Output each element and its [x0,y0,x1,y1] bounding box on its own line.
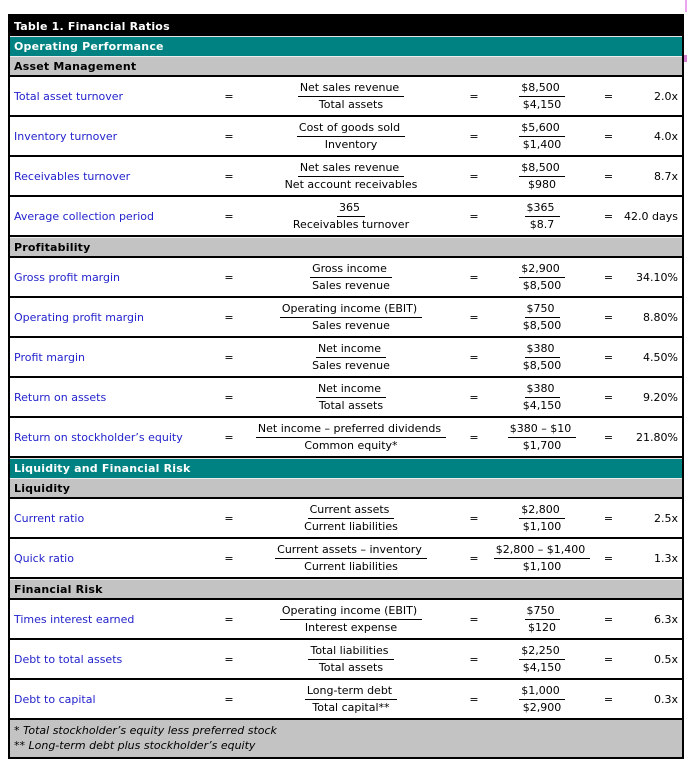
formula-denominator: Common equity* [304,438,398,452]
formula-fraction [243,499,459,537]
formula-fraction [243,298,459,336]
section-band-profitability [10,237,682,258]
equals-sign: = [469,310,479,324]
value-numerator: $2,250 [519,644,565,660]
section-band-label: Asset Management [14,59,137,73]
equals-sign: = [603,430,614,444]
value-denominator: $1,100 [522,519,562,533]
equals-sign: = [224,350,234,364]
value-denominator: $1,400 [522,137,562,151]
ratio-name: Quick ratio [14,551,74,565]
formula-denominator: Sales revenue [312,278,390,292]
equals-sign: = [469,169,479,183]
ratio-name: Debt to total assets [14,652,123,666]
equals-sign: = [469,511,479,525]
section-band-operating-performance [10,36,682,56]
values-fraction [489,157,595,195]
footnote-line-2: ** Long-term debt plus stockholder’s equity [14,739,256,752]
equals-sign: = [603,652,614,666]
table-title-bar [10,16,682,36]
formula-denominator: Sales revenue [312,318,390,332]
ratio-row-times-interest-earned [10,600,682,640]
formula-fraction [243,640,459,678]
value-denominator: $4,150 [522,660,562,674]
equals-sign: = [603,551,614,565]
values-fraction [489,600,595,638]
ratio-row-operating-profit-margin [10,298,682,338]
formula-fraction [243,77,459,115]
value-numerator: $2,900 [519,262,565,278]
result-value: 2.5x [653,511,678,525]
formula-fraction [243,258,459,296]
formula-denominator: Net account receivables [284,177,418,191]
ratio-name: Debt to capital [14,692,96,706]
equals-sign: = [224,612,234,626]
formula-denominator: Sales revenue [312,358,390,372]
formula-denominator: Total assets [318,660,384,674]
ratio-row-gross-profit-margin [10,258,682,298]
section-band-label: Financial Risk [14,582,103,596]
ratio-name: Operating profit margin [14,310,145,324]
ratio-row-return-on-stockholder-s-equity [10,418,682,458]
ratio-name: Return on assets [14,390,107,404]
formula-numerator: Cost of goods sold [297,121,405,137]
formula-denominator: Total assets [318,97,384,111]
value-denominator: $8,500 [522,318,562,332]
equals-sign: = [469,692,479,706]
value-denominator: $980 [528,177,556,191]
equals-sign: = [469,390,479,404]
equals-sign: = [224,390,234,404]
ratio-name: Average collection period [14,209,154,223]
result-value: 42.0 days [624,209,678,223]
formula-numerator: Net income [316,342,386,358]
result-value: 21.80% [636,430,678,444]
equals-sign: = [469,89,479,103]
ratio-row-debt-to-capital [10,680,682,720]
value-numerator: $8,500 [519,81,565,97]
equals-sign: = [603,390,614,404]
formula-fraction [243,157,459,195]
ratio-name: Inventory turnover [14,129,118,143]
value-denominator: $2,900 [522,700,562,714]
result-value: 6.3x [653,612,678,626]
formula-numerator: Long-term debt [305,684,397,700]
formula-fraction [243,418,459,456]
ratio-name: Current ratio [14,511,85,525]
formula-denominator: Receivables turnover [292,217,410,231]
values-fraction [489,640,595,678]
ratio-name: Receivables turnover [14,169,131,183]
formula-denominator: Inventory [324,137,378,151]
formula-denominator: Current liabilities [304,559,398,573]
ratio-name: Profit margin [14,350,85,364]
section-band-liquidity [10,478,682,499]
formula-fraction [243,117,459,155]
value-denominator: $4,150 [522,97,562,111]
values-fraction [489,539,595,577]
equals-sign: = [603,89,614,103]
ratio-row-receivables-turnover [10,157,682,197]
section-band-label: Profitability [14,240,91,254]
value-numerator: $5,600 [519,121,565,137]
values-fraction [489,378,595,416]
values-fraction [489,77,595,115]
table-title: Table 1. Financial Ratios [14,19,170,33]
value-numerator: $8,500 [519,161,565,177]
equals-sign: = [603,129,614,143]
equals-sign: = [224,551,234,565]
equals-sign: = [224,169,234,183]
equals-sign: = [603,270,614,284]
formula-numerator: 365 [337,201,365,217]
formula-numerator: Net sales revenue [298,161,404,177]
values-fraction [489,418,595,456]
formula-fraction [243,378,459,416]
formula-numerator: Net income [316,382,386,398]
table-rows [10,36,682,720]
equals-sign: = [224,209,234,223]
equals-sign: = [224,430,234,444]
ratio-row-quick-ratio [10,539,682,579]
ratio-row-average-collection-period [10,197,682,237]
values-fraction [489,258,595,296]
formula-fraction [243,600,459,638]
equals-sign: = [603,511,614,525]
equals-sign: = [224,692,234,706]
formula-fraction [243,539,459,577]
equals-sign: = [224,89,234,103]
ratio-row-total-asset-turnover [10,77,682,117]
value-denominator: $120 [528,620,556,634]
section-band-label: Liquidity [14,481,71,495]
values-fraction [489,499,595,537]
ratio-name: Gross profit margin [14,270,121,284]
footnotes [10,720,682,757]
value-numerator: $365 [525,201,560,217]
formula-denominator: Interest expense [304,620,398,634]
financial-ratios-table [8,14,684,759]
formula-fraction [243,197,459,235]
formula-numerator: Current assets – inventory [275,543,427,559]
value-denominator: $8.7 [529,217,555,231]
value-numerator: $1,000 [519,684,565,700]
result-value: 4.0x [653,129,678,143]
equals-sign: = [469,652,479,666]
equals-sign: = [603,169,614,183]
section-band-financial-risk [10,579,682,600]
equals-sign: = [603,692,614,706]
values-fraction [489,117,595,155]
equals-sign: = [469,612,479,626]
formula-numerator: Net sales revenue [298,81,404,97]
equals-sign: = [224,270,234,284]
value-numerator: $2,800 – $1,400 [494,543,590,559]
result-value: 0.5x [653,652,678,666]
equals-sign: = [224,310,234,324]
ratio-name: Return on stockholder’s equity [14,430,183,444]
result-value: 8.7x [653,169,678,183]
equals-sign: = [224,652,234,666]
formula-denominator: Total capital** [312,700,390,714]
result-value: 1.3x [653,551,678,565]
equals-sign: = [224,511,234,525]
result-value: 0.3x [653,692,678,706]
ratio-row-current-ratio [10,499,682,539]
value-numerator: $750 [525,604,560,620]
equals-sign: = [603,612,614,626]
formula-fraction [243,338,459,376]
values-fraction [489,197,595,235]
ratio-row-debt-to-total-assets [10,640,682,680]
formula-numerator: Operating income (EBIT) [280,604,422,620]
equals-sign: = [469,430,479,444]
equals-sign: = [603,310,614,324]
values-fraction [489,338,595,376]
result-value: 8.80% [643,310,678,324]
result-value: 4.50% [643,350,678,364]
value-numerator: $380 – $10 [508,422,576,438]
formula-numerator: Net income – preferred dividends [256,422,446,438]
equals-sign: = [603,350,614,364]
value-numerator: $750 [525,302,560,318]
values-fraction [489,298,595,336]
ratio-row-profit-margin [10,338,682,378]
value-numerator: $380 [525,342,560,358]
equals-sign: = [469,270,479,284]
equals-sign: = [224,129,234,143]
ratio-row-inventory-turnover [10,117,682,157]
equals-sign: = [603,209,614,223]
value-numerator: $2,800 [519,503,565,519]
section-band-label: Liquidity and Financial Risk [14,462,191,475]
value-denominator: $1,700 [522,438,562,452]
value-denominator: $4,150 [522,398,562,412]
ratio-name: Times interest earned [14,612,135,626]
formula-numerator: Current assets [308,503,395,519]
formula-fraction [243,680,459,718]
equals-sign: = [469,129,479,143]
formula-denominator: Current liabilities [304,519,398,533]
equals-sign: = [469,209,479,223]
footnote-line-1: * Total stockholder’s equity less preferred stock [14,724,277,737]
result-value: 9.20% [643,390,678,404]
formula-numerator: Gross income [310,262,392,278]
result-value: 34.10% [636,270,678,284]
section-band-label: Operating Performance [14,40,164,53]
value-numerator: $380 [525,382,560,398]
value-denominator: $8,500 [522,278,562,292]
value-denominator: $1,100 [522,559,562,573]
ratio-row-return-on-assets [10,378,682,418]
ratio-name: Total asset turnover [14,89,124,103]
equals-sign: = [469,350,479,364]
formula-numerator: Operating income (EBIT) [280,302,422,318]
formula-numerator: Total liabilities [308,644,393,660]
result-value: 2.0x [653,89,678,103]
section-band-asset-management [10,56,682,77]
section-band-liquidity-and-financial-risk [10,458,682,478]
formula-denominator: Total assets [318,398,384,412]
values-fraction [489,680,595,718]
equals-sign: = [469,551,479,565]
value-denominator: $8,500 [522,358,562,372]
